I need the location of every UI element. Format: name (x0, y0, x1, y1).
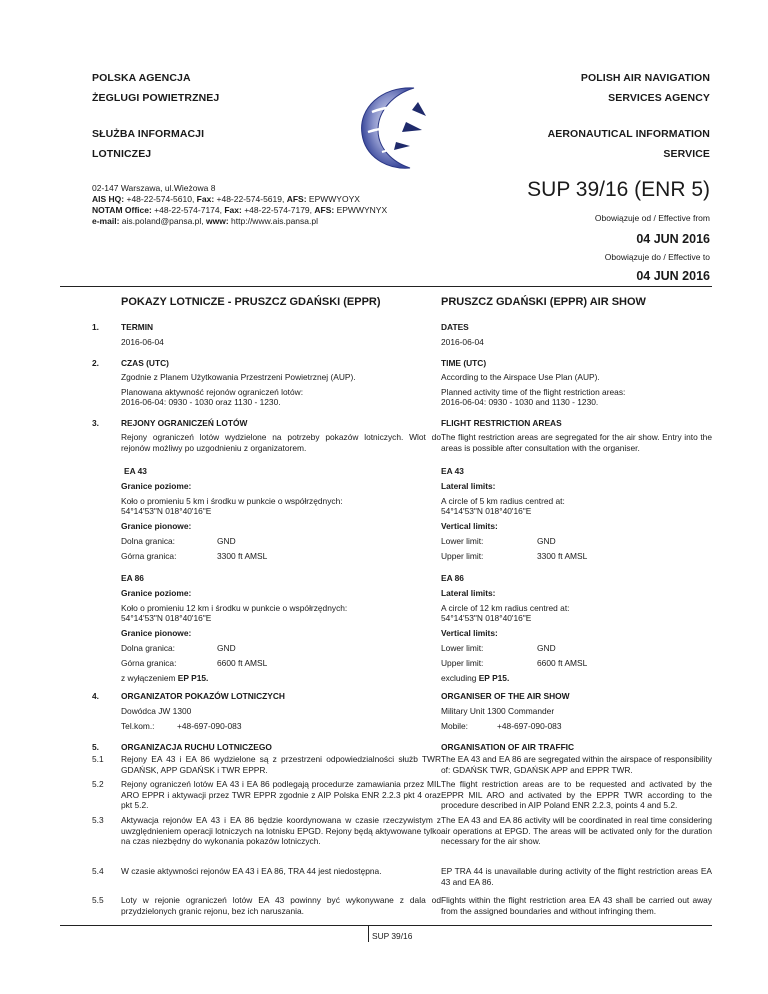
circle-text-en: A circle of 12 km radius centred at: (441, 603, 570, 613)
footer-divider (60, 925, 712, 926)
item-number: 5.4 (92, 866, 104, 876)
org-name-en-line1: POLISH AIR NAVIGATION (580, 72, 710, 84)
vertical-label-pl: Granice pionowe: (121, 521, 192, 531)
time-text-en-1: According to the Airspace Use Plan (AUP). (441, 372, 600, 382)
org-name-pl-line2: ŻEGLUGI POWIETRZNEJ (92, 92, 220, 104)
circle-text-pl: Koło o promieniu 12 km i środku w punkcie o współrzędnych: (121, 603, 348, 613)
section-heading-en: TIME (UTC) (441, 358, 487, 368)
areas-text-pl: Rejony ograniczeń lotów wydzielone na potrzeby pokazów lotniczych. Wlot do rejonów możliwy po uzgodnieniu z organizatorem. (121, 432, 441, 453)
area-name-pl: EA 43 (124, 466, 147, 476)
lateral-label-en: Lateral limits: (441, 588, 496, 598)
time-text-pl-2: Planowana aktywność rejonów ograniczeń lotów: (121, 387, 304, 397)
item-number: 5.2 (92, 779, 104, 789)
title-pl: POKAZY LOTNICZE - PRUSZCZ GDAŃSKI (EPPR) (121, 296, 381, 308)
item-text-en: The EA 43 and EA 86 activity will be coordinated in real time considering air operations at EPGD. The areas will be activated only for the duration necessary for the air show. (441, 815, 712, 847)
notam-office-contact: NOTAM Office: +48-22-574-7174, Fax: +48-22-574-7179, AFS: EPWWYNYX (92, 205, 388, 215)
organiser-pl: Dowódca JW 1300 (121, 706, 192, 716)
item-number: 5.1 (92, 754, 104, 764)
time-text-en-2: Planned activity time of the flight restriction areas: (441, 387, 626, 397)
header-divider (60, 286, 712, 287)
section-heading-en: FLIGHT RESTRICTION AREAS (441, 418, 562, 428)
date-value-pl: 2016-06-04 (121, 337, 164, 347)
item-text-en: EP TRA 44 is unavailable during activity of the flight restriction areas EA 43 and EA 86. (441, 866, 712, 887)
vertical-label-en: Vertical limits: (441, 628, 498, 638)
section-heading-en: ORGANISER OF THE AIR SHOW (441, 691, 570, 701)
section-number: 4. (92, 691, 99, 701)
organiser-phone-en: Mobile: +48-697-090-083 (441, 721, 562, 731)
section-heading-pl: REJONY OGRANICZEŃ LOTÓW (121, 418, 248, 428)
upper-limit-en: Upper limit: 3300 ft AMSL (441, 551, 588, 561)
section-heading-pl: ORGANIZACJA RUCHU LOTNICZEGO (121, 742, 272, 752)
effective-to-date: 04 JUN 2016 (636, 269, 710, 283)
date-value-en: 2016-06-04 (441, 337, 484, 347)
area-name-pl: EA 86 (121, 573, 144, 583)
item-text-pl: Loty w rejonie ograniczeń lotów EA 43 powinny być wykonywane z dala od przydzielonych granic rejonu, bez ich naruszania. (121, 895, 441, 916)
item-text-pl: Aktywacja rejonów EA 43 i EA 86 będzie koordynowana w czasie rzeczywistym z uwzględnieniem operacji lotniczych na lotnisku EPGD. Rejony będą aktywowane tylko na czas niezbędny do wykonania pokazów lotniczych. (121, 815, 441, 847)
circle-text-en: A circle of 5 km radius centred at: (441, 496, 565, 506)
section-number: 5. (92, 742, 99, 752)
vertical-label-pl: Granice pionowe: (121, 628, 192, 638)
areas-text-en: The flight restriction areas are segregated for the air show. Entry into the areas is possible after consultation with the organiser. (441, 432, 712, 453)
footer-sup-number: SUP 39/16 (372, 931, 413, 941)
organiser-phone-pl: Tel.kom.: +48-697-090-083 (121, 721, 242, 731)
section-heading-pl: TERMIN (121, 322, 154, 332)
upper-limit-pl: Górna granica: 6600 ft AMSL (121, 658, 268, 668)
section-heading-en: DATES (441, 322, 469, 332)
section-heading-pl: ORGANIZATOR POKAZÓW LOTNICZYCH (121, 691, 285, 701)
upper-limit-pl: Górna granica: 3300 ft AMSL (121, 551, 268, 561)
item-number: 5.3 (92, 815, 104, 825)
org-name-en-line2: SERVICES AGENCY (608, 92, 710, 104)
service-name-en-line1: AERONAUTICAL INFORMATION (547, 128, 710, 140)
section-heading-pl: CZAS (UTC) (121, 358, 169, 368)
lateral-label-pl: Granice poziome: (121, 588, 192, 598)
time-text-pl-1: Zgodnie z Planem Użytkowania Przestrzeni Powietrznej (AUP). (121, 372, 356, 382)
item-text-pl: Rejony ograniczeń lotów EA 43 i EA 86 podlegają procedurze zamawiania przez MIL ARO EPPR i aktywacji przez TWR EPPR zgodnie z AIP Polska ENR 2.2.3 pkt 4 oraz pkt 5.2. (121, 779, 441, 811)
exclusion-pl: z wyłączeniem EP P15. (121, 673, 209, 683)
lateral-label-pl: Granice poziome: (121, 481, 192, 491)
item-text-en: The flight restriction areas are to be requested and activated by the EPPR MIL ARO and activated by the EPPR TWR according to the procedure described in AIP Poland ENR 2.2.3, points 4 and 5.2. (441, 779, 712, 811)
area-name-en: EA 86 (441, 573, 464, 583)
section-number: 1. (92, 322, 99, 332)
service-name-pl-line1: SŁUŻBA INFORMACJI (92, 128, 205, 140)
item-text-pl: Rejony EA 43 i EA 86 wydzielone są z przestrzeni odpowiedzialności służb TWR GDAŃSK, APP GDAŃSK i TWR EPPR. (121, 754, 441, 775)
item-text-pl: W czasie aktywności rejonów EA 43 i EA 86, TRA 44 jest niedostępna. (121, 866, 382, 876)
ais-hq-contact: AIS HQ: +48-22-574-5610, Fax: +48-22-574-5619, AFS: EPWWYOYX (92, 194, 360, 204)
coordinates-en: 54°14'53"N 018°40'16"E (441, 613, 532, 623)
item-text-en: Flights within the flight restriction area EA 43 shall be carried out away from the assigned boundaries and without infringing them. (441, 895, 712, 916)
footer-separator (368, 926, 369, 942)
section-number: 2. (92, 358, 99, 368)
lateral-label-en: Lateral limits: (441, 481, 496, 491)
section-number: 3. (92, 418, 99, 428)
item-number: 5.5 (92, 895, 104, 905)
coordinates-en: 54°14'53"N 018°40'16"E (441, 506, 532, 516)
vertical-label-en: Vertical limits: (441, 521, 498, 531)
time-text-en-3: 2016-06-04: 0930 - 1030 and 1130 - 1230. (441, 397, 599, 407)
lower-limit-en: Lower limit: GND (441, 643, 556, 653)
lower-limit-pl: Dolna granica: GND (121, 536, 236, 546)
exclusion-en: excluding EP P15. (441, 673, 510, 683)
circle-text-pl: Koło o promieniu 5 km i środku w punkcie o współrzędnych: (121, 496, 343, 506)
section-heading-en: ORGANISATION OF AIR TRAFFIC (441, 742, 575, 752)
coordinates-pl: 54°14'53"N 018°40'16"E (121, 506, 212, 516)
area-name-en: EA 43 (441, 466, 464, 476)
service-name-pl-line2: LOTNICZEJ (92, 148, 152, 160)
address: 02-147 Warszawa, ul.Wieżowa 8 (92, 183, 216, 193)
effective-from-date: 04 JUN 2016 (636, 232, 710, 246)
coordinates-pl: 54°14'53"N 018°40'16"E (121, 613, 212, 623)
organiser-en: Military Unit 1300 Commander (441, 706, 555, 716)
org-name-pl-line1: POLSKA AGENCJA (92, 72, 191, 84)
item-text-en: The EA 43 and EA 86 are segregated within the airspace of responsibility of: GDAŃSK TWR, GDAŃSK APP and EPPR TWR. (441, 754, 712, 775)
upper-limit-en: Upper limit: 6600 ft AMSL (441, 658, 588, 668)
lower-limit-pl: Dolna granica: GND (121, 643, 236, 653)
email-web-contact: e-mail: ais.poland@pansa.pl, www: http://www.ais.pansa.pl (92, 216, 318, 226)
sup-title: SUP 39/16 (ENR 5) (527, 178, 710, 201)
effective-to-label: Obowiązuje do / Effective to (604, 252, 710, 262)
time-text-pl-3: 2016-06-04: 0930 - 1030 oraz 1130 - 1230. (121, 397, 281, 407)
title-en: PRUSZCZ GDAŃSKI (EPPR) AIR SHOW (441, 296, 646, 308)
pansa-logo (352, 82, 442, 174)
lower-limit-en: Lower limit: GND (441, 536, 556, 546)
service-name-en-line2: SERVICE (663, 148, 710, 160)
effective-from-label: Obowiązuje od / Effective from (594, 213, 710, 223)
